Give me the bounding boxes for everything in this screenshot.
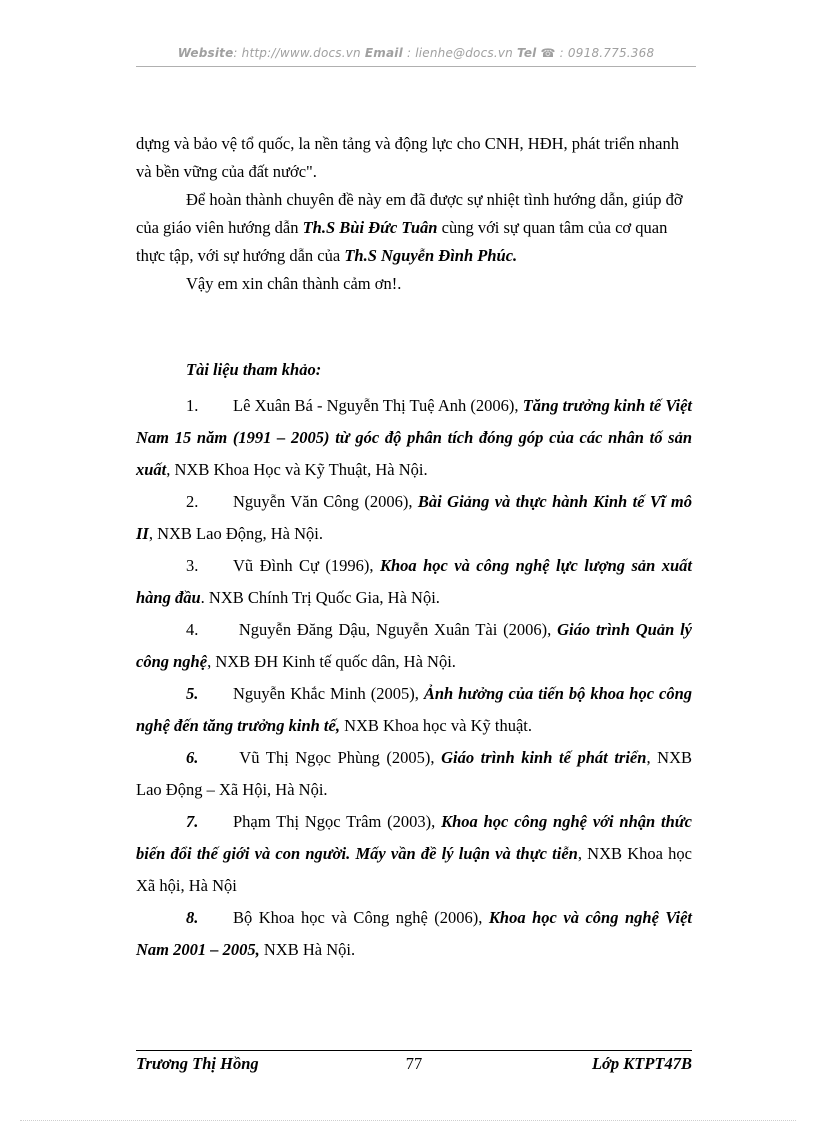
- supervisor-name: Th.S Nguyễn Đình Phúc.: [344, 246, 518, 265]
- reference-item: 6. Vũ Thị Ngọc Phùng (2005), Giáo trình kinh tế phát triển, NXB Lao Động – Xã Hội, Hà Nội.: [136, 748, 692, 799]
- page-number: 77: [405, 1054, 423, 1073]
- paragraph-1: dựng và bảo vệ tổ quốc, la nền tảng và động lực cho CNH, HĐH, phát triển nhanh và bền vững của đất nước".: [136, 134, 680, 181]
- website-value[interactable]: : http://www.docs.vn: [233, 46, 361, 60]
- footer-divider: [136, 1050, 692, 1051]
- email-label: Email: [364, 46, 403, 60]
- footer-author: Trương Thị Hồng: [136, 1054, 259, 1073]
- page-edge-divider: [20, 1120, 796, 1121]
- body-text: [136, 130, 692, 298]
- website-label: Website: [177, 46, 234, 60]
- page-footer: [136, 1054, 692, 1078]
- advisor-name: Th.S Bùi Đức Tuân: [302, 218, 438, 237]
- reference-item: 7. Phạm Thị Ngọc Trâm (2003), Khoa học công nghệ với nhận thức biến đổi thế giới và con người. Mấy vần đề lý luận và thực tiễn, NXB Khoa học Xã hội, Hà Nội: [136, 812, 693, 895]
- tel-label: Tel: [517, 46, 537, 60]
- header-divider: [136, 66, 696, 67]
- paragraph-3: Vậy em xin chân thành cảm ơn!.: [186, 274, 402, 293]
- reference-item: 3. Vũ Đình Cự (1996), Khoa học và công nghệ lực lượng sản xuất hàng đầu. NXB Chính Trị Quốc Gia, Hà Nội.: [136, 556, 692, 607]
- reference-item: 2. Nguyễn Văn Công (2006), Bài Giảng và thực hành Kinh tế Vĩ mô II, NXB Lao Động, Hà Nội.: [136, 492, 692, 543]
- references-title: Tài liệu tham khảo:: [186, 360, 322, 379]
- paragraph-2: Để hoàn thành chuyên đề này em đã được sự nhiệt tình hướng dẫn, giúp đỡ của giáo viên hướng dẫn Th.S Bùi Đức Tuân cùng với sự quan tâm của cơ quan thực tập, với sự hướng dẫn của Th.S Nguyễn Đình Phúc.: [136, 190, 683, 265]
- reference-item: 1. Lê Xuân Bá - Nguyễn Thị Tuệ Anh (2006), Tăng trưởng kinh tế Việt Nam 15 năm (1991 – 2005) từ góc độ phân tích đóng góp của các nhân tố sản xuất, NXB Khoa Học và Kỹ Thuật, Hà Nội.: [136, 396, 692, 479]
- page-header: [136, 46, 696, 60]
- reference-item: 4. Nguyễn Đăng Dậu, Nguyễn Xuân Tài (2006), Giáo trình Quản lý công nghệ, NXB ĐH Kinh tế quốc dân, Hà Nội.: [136, 620, 693, 671]
- references-list: [136, 390, 692, 966]
- tel-value: ☎ : 0918.775.368: [540, 46, 655, 60]
- email-value[interactable]: : lienhe@docs.vn: [406, 46, 513, 60]
- reference-item: 8. Bộ Khoa học và Công nghệ (2006), Khoa học và công nghệ Việt Nam 2001 – 2005, NXB Hà Nội.: [136, 908, 692, 959]
- footer-class: Lớp KTPT47B: [591, 1054, 692, 1073]
- reference-item: 5. Nguyễn Khắc Minh (2005), Ảnh hưởng của tiến bộ khoa học công nghệ đến tăng trưởng kinh tế, NXB Khoa học và Kỹ thuật.: [136, 684, 693, 735]
